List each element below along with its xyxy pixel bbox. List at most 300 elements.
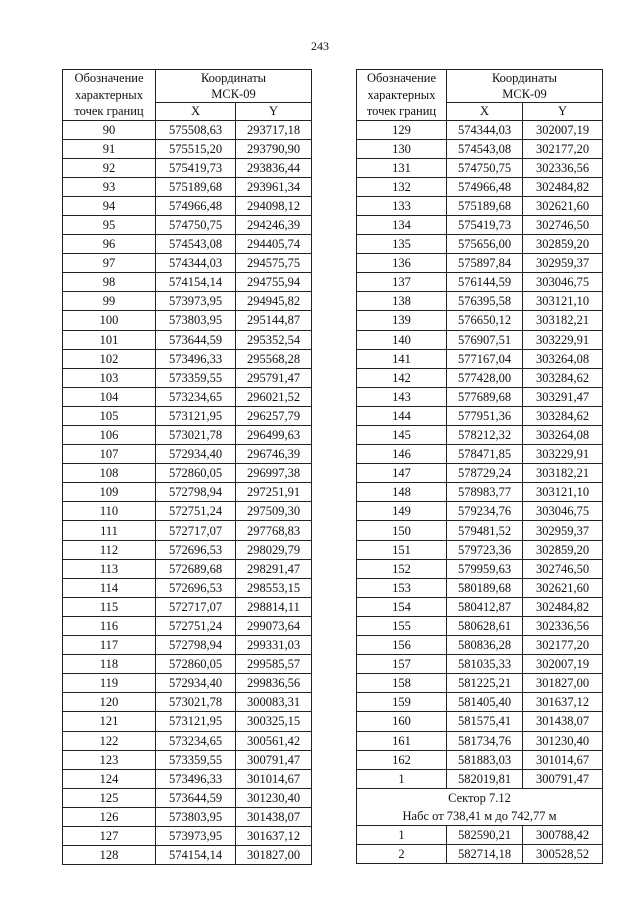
x-coordinate-cell: 581575,41 xyxy=(447,712,523,731)
table-row xyxy=(63,273,312,292)
point-number-cell: 91 xyxy=(63,139,156,158)
table-row xyxy=(63,177,312,196)
x-coordinate-cell: 574154,14 xyxy=(156,846,236,865)
point-number-cell: 137 xyxy=(357,273,447,292)
point-number-cell: 102 xyxy=(63,349,156,368)
x-coordinate-cell: 580628,61 xyxy=(447,616,523,635)
x-coordinate-cell: 574966,48 xyxy=(156,196,236,215)
sector-row xyxy=(357,788,603,825)
x-coordinate-cell: 572696,53 xyxy=(156,540,236,559)
x-coordinate-cell: 572751,24 xyxy=(156,616,236,635)
point-number-cell: 103 xyxy=(63,368,156,387)
point-number-cell: 121 xyxy=(63,712,156,731)
x-coordinate-cell: 574344,03 xyxy=(447,120,523,139)
x-coordinate-cell: 576395,58 xyxy=(447,292,523,311)
table-row xyxy=(63,655,312,674)
point-number-cell: 100 xyxy=(63,311,156,330)
y-coordinate-cell: 302959,37 xyxy=(523,521,603,540)
point-number-cell: 144 xyxy=(357,406,447,425)
point-number-cell: 146 xyxy=(357,445,447,464)
table-row xyxy=(63,846,312,865)
point-number-cell: 132 xyxy=(357,177,447,196)
point-number-cell: 131 xyxy=(357,158,447,177)
point-number-cell: 128 xyxy=(63,846,156,865)
y-coordinate-cell: 303264,08 xyxy=(523,349,603,368)
x-coordinate-cell: 572934,40 xyxy=(156,674,236,693)
point-number-cell: 135 xyxy=(357,235,447,254)
table-row xyxy=(63,693,312,712)
table-row xyxy=(357,483,603,502)
y-coordinate-cell: 301637,12 xyxy=(523,693,603,712)
y-coordinate-cell: 298814,11 xyxy=(236,597,312,616)
table-row xyxy=(63,330,312,349)
table-row xyxy=(357,292,603,311)
point-number-cell: 114 xyxy=(63,578,156,597)
table-row xyxy=(357,235,603,254)
x-coordinate-cell: 579723,36 xyxy=(447,540,523,559)
point-number-cell: 129 xyxy=(357,120,447,139)
y-coordinate-cell: 302859,20 xyxy=(523,540,603,559)
y-coordinate-cell: 296746,39 xyxy=(236,445,312,464)
point-number-cell: 156 xyxy=(357,636,447,655)
y-coordinate-cell: 302621,60 xyxy=(523,196,603,215)
y-coordinate-cell: 302177,20 xyxy=(523,636,603,655)
y-coordinate-cell: 297509,30 xyxy=(236,502,312,521)
y-coordinate-cell: 303182,21 xyxy=(523,311,603,330)
y-coordinate-cell: 301230,40 xyxy=(523,731,603,750)
x-coordinate-cell: 573021,78 xyxy=(156,693,236,712)
y-coordinate-cell: 296997,38 xyxy=(236,464,312,483)
x-coordinate-cell: 575189,68 xyxy=(447,196,523,215)
y-coordinate-cell: 303182,21 xyxy=(523,464,603,483)
table-row xyxy=(357,616,603,635)
point-number-cell: 116 xyxy=(63,616,156,635)
table-row xyxy=(63,731,312,750)
x-coordinate-cell: 573234,65 xyxy=(156,731,236,750)
table-row xyxy=(357,559,603,578)
y-coordinate-cell: 302484,82 xyxy=(523,177,603,196)
x-coordinate-cell: 575897,84 xyxy=(447,254,523,273)
table-row xyxy=(63,540,312,559)
point-label-header: Обозначение характерных точек границ xyxy=(357,70,447,121)
point-number-cell: 122 xyxy=(63,731,156,750)
x-coordinate-cell: 573359,55 xyxy=(156,750,236,769)
table-row xyxy=(357,825,603,844)
y-coordinate-cell: 301827,00 xyxy=(523,674,603,693)
x-coordinate-cell: 573121,95 xyxy=(156,712,236,731)
point-number-cell: 130 xyxy=(357,139,447,158)
x-coordinate-cell: 575419,73 xyxy=(156,158,236,177)
table-row xyxy=(357,844,603,863)
table-row xyxy=(63,349,312,368)
point-number-cell: 117 xyxy=(63,636,156,655)
table-row xyxy=(357,693,603,712)
point-number-cell: 158 xyxy=(357,674,447,693)
y-coordinate-cell: 303229,91 xyxy=(523,330,603,349)
coordinates-table-left xyxy=(62,69,312,865)
point-number-cell: 145 xyxy=(357,426,447,445)
y-coordinate-cell: 299585,57 xyxy=(236,655,312,674)
x-coordinate-cell: 572717,07 xyxy=(156,521,236,540)
table-row xyxy=(63,464,312,483)
x-coordinate-cell: 573359,55 xyxy=(156,368,236,387)
table-row xyxy=(357,215,603,234)
x-coordinate-cell: 582019,81 xyxy=(447,769,523,788)
y-coordinate-cell: 300083,31 xyxy=(236,693,312,712)
table-row xyxy=(357,387,603,406)
x-coordinate-cell: 572860,05 xyxy=(156,464,236,483)
x-coordinate-cell: 575656,00 xyxy=(447,235,523,254)
y-coordinate-cell: 303121,10 xyxy=(523,292,603,311)
table-row xyxy=(63,712,312,731)
table-row xyxy=(357,273,603,292)
x-coordinate-cell: 574344,03 xyxy=(156,254,236,273)
y-coordinate-cell: 299073,64 xyxy=(236,616,312,635)
point-number-cell: 2 xyxy=(357,844,447,863)
y-coordinate-cell: 295791,47 xyxy=(236,368,312,387)
table-row xyxy=(357,731,603,750)
x-coordinate-cell: 574750,75 xyxy=(156,215,236,234)
x-coordinate-cell: 579234,76 xyxy=(447,502,523,521)
point-number-cell: 141 xyxy=(357,349,447,368)
table-row xyxy=(63,445,312,464)
point-number-cell: 111 xyxy=(63,521,156,540)
y-coordinate-cell: 299836,56 xyxy=(236,674,312,693)
x-coordinate-cell: 581734,76 xyxy=(447,731,523,750)
table-row xyxy=(357,349,603,368)
x-coordinate-cell: 572934,40 xyxy=(156,445,236,464)
y-coordinate-cell: 302746,50 xyxy=(523,215,603,234)
table-row xyxy=(357,196,603,215)
point-number-cell: 134 xyxy=(357,215,447,234)
y-coordinate-cell: 302746,50 xyxy=(523,559,603,578)
y-coordinate-cell: 303121,10 xyxy=(523,483,603,502)
y-coordinate-cell: 293790,90 xyxy=(236,139,312,158)
x-coordinate-cell: 575515,20 xyxy=(156,139,236,158)
page-number: 243 xyxy=(311,39,329,53)
table-row xyxy=(357,330,603,349)
table-body-right xyxy=(357,120,603,863)
x-coordinate-cell: 581883,03 xyxy=(447,750,523,769)
table-row xyxy=(63,636,312,655)
table-row xyxy=(63,311,312,330)
y-coordinate-cell: 299331,03 xyxy=(236,636,312,655)
point-number-cell: 113 xyxy=(63,559,156,578)
x-coordinate-cell: 580189,68 xyxy=(447,578,523,597)
y-header: Y xyxy=(523,103,603,120)
x-coordinate-cell: 573496,33 xyxy=(156,349,236,368)
point-label-header: Обозначение характерных точек границ xyxy=(63,70,156,121)
table-row xyxy=(63,387,312,406)
x-coordinate-cell: 581405,40 xyxy=(447,693,523,712)
x-coordinate-cell: 578729,24 xyxy=(447,464,523,483)
table-row xyxy=(63,559,312,578)
x-coordinate-cell: 572717,07 xyxy=(156,597,236,616)
point-number-cell: 161 xyxy=(357,731,447,750)
y-coordinate-cell: 300561,42 xyxy=(236,731,312,750)
point-number-cell: 157 xyxy=(357,655,447,674)
y-coordinate-cell: 300788,42 xyxy=(523,825,603,844)
table-row xyxy=(63,769,312,788)
table-row xyxy=(63,139,312,158)
y-coordinate-cell: 303284,62 xyxy=(523,368,603,387)
point-number-cell: 96 xyxy=(63,235,156,254)
y-coordinate-cell: 303284,62 xyxy=(523,406,603,425)
point-number-cell: 120 xyxy=(63,693,156,712)
point-number-cell: 127 xyxy=(63,826,156,845)
x-coordinate-cell: 577689,68 xyxy=(447,387,523,406)
y-coordinate-cell: 301827,00 xyxy=(236,846,312,865)
table-row xyxy=(357,712,603,731)
y-coordinate-cell: 301438,07 xyxy=(236,807,312,826)
table-row xyxy=(357,578,603,597)
x-coordinate-cell: 578212,32 xyxy=(447,426,523,445)
y-header: Y xyxy=(236,103,312,120)
coordinates-header: Координаты МСК-09 xyxy=(156,70,312,103)
x-coordinate-cell: 574750,75 xyxy=(447,158,523,177)
x-coordinate-cell: 579959,63 xyxy=(447,559,523,578)
x-coordinate-cell: 573021,78 xyxy=(156,426,236,445)
y-coordinate-cell: 302007,19 xyxy=(523,120,603,139)
point-number-cell: 99 xyxy=(63,292,156,311)
table-row xyxy=(357,311,603,330)
y-coordinate-cell: 298029,79 xyxy=(236,540,312,559)
point-number-cell: 1 xyxy=(357,825,447,844)
y-coordinate-cell: 296021,52 xyxy=(236,387,312,406)
point-number-cell: 159 xyxy=(357,693,447,712)
x-coordinate-cell: 582714,18 xyxy=(447,844,523,863)
table-row xyxy=(63,807,312,826)
table-row xyxy=(63,826,312,845)
table-row xyxy=(63,616,312,635)
x-coordinate-cell: 577428,00 xyxy=(447,368,523,387)
point-number-cell: 115 xyxy=(63,597,156,616)
x-coordinate-cell: 581225,21 xyxy=(447,674,523,693)
point-number-cell: 108 xyxy=(63,464,156,483)
y-coordinate-cell: 302007,19 xyxy=(523,655,603,674)
point-number-cell: 153 xyxy=(357,578,447,597)
point-number-cell: 94 xyxy=(63,196,156,215)
y-coordinate-cell: 300325,15 xyxy=(236,712,312,731)
x-coordinate-cell: 576144,59 xyxy=(447,273,523,292)
point-number-cell: 109 xyxy=(63,483,156,502)
table-row xyxy=(357,158,603,177)
table-row xyxy=(357,139,603,158)
x-coordinate-cell: 578471,85 xyxy=(447,445,523,464)
table-row xyxy=(357,750,603,769)
point-number-cell: 148 xyxy=(357,483,447,502)
x-coordinate-cell: 582590,21 xyxy=(447,825,523,844)
table-row xyxy=(357,769,603,788)
point-number-cell: 93 xyxy=(63,177,156,196)
y-coordinate-cell: 294755,94 xyxy=(236,273,312,292)
x-coordinate-cell: 580412,87 xyxy=(447,597,523,616)
x-coordinate-cell: 574154,14 xyxy=(156,273,236,292)
table-row xyxy=(63,254,312,273)
x-coordinate-cell: 577951,36 xyxy=(447,406,523,425)
point-number-cell: 123 xyxy=(63,750,156,769)
x-coordinate-cell: 576907,51 xyxy=(447,330,523,349)
x-coordinate-cell: 577167,04 xyxy=(447,349,523,368)
y-coordinate-cell: 294945,82 xyxy=(236,292,312,311)
table-row xyxy=(63,483,312,502)
x-coordinate-cell: 575508,63 xyxy=(156,120,236,139)
table-row xyxy=(357,426,603,445)
x-coordinate-cell: 573644,59 xyxy=(156,788,236,807)
y-coordinate-cell: 301637,12 xyxy=(236,826,312,845)
x-coordinate-cell: 576650,12 xyxy=(447,311,523,330)
point-number-cell: 106 xyxy=(63,426,156,445)
x-coordinate-cell: 572798,94 xyxy=(156,483,236,502)
table-row xyxy=(357,597,603,616)
table-row xyxy=(357,120,603,139)
table-body-left xyxy=(63,120,312,865)
table-row xyxy=(357,636,603,655)
table-row xyxy=(63,426,312,445)
table-row xyxy=(63,292,312,311)
table-row xyxy=(357,674,603,693)
y-coordinate-cell: 303264,08 xyxy=(523,426,603,445)
y-coordinate-cell: 293961,34 xyxy=(236,177,312,196)
table-row xyxy=(357,464,603,483)
table-row xyxy=(63,597,312,616)
y-coordinate-cell: 294575,75 xyxy=(236,254,312,273)
point-number-cell: 147 xyxy=(357,464,447,483)
x-coordinate-cell: 579481,52 xyxy=(447,521,523,540)
point-number-cell: 1 xyxy=(357,769,447,788)
y-coordinate-cell: 302336,56 xyxy=(523,616,603,635)
y-coordinate-cell: 295568,28 xyxy=(236,349,312,368)
point-number-cell: 136 xyxy=(357,254,447,273)
y-coordinate-cell: 298291,47 xyxy=(236,559,312,578)
table-row xyxy=(357,655,603,674)
table-row xyxy=(63,521,312,540)
y-coordinate-cell: 300528,52 xyxy=(523,844,603,863)
x-header: X xyxy=(447,103,523,120)
point-number-cell: 150 xyxy=(357,521,447,540)
y-coordinate-cell: 303291,47 xyxy=(523,387,603,406)
point-number-cell: 97 xyxy=(63,254,156,273)
x-coordinate-cell: 574543,08 xyxy=(447,139,523,158)
point-number-cell: 160 xyxy=(357,712,447,731)
y-coordinate-cell: 297768,83 xyxy=(236,521,312,540)
point-number-cell: 92 xyxy=(63,158,156,177)
y-coordinate-cell: 302859,20 xyxy=(523,235,603,254)
point-number-cell: 104 xyxy=(63,387,156,406)
y-coordinate-cell: 294405,74 xyxy=(236,235,312,254)
y-coordinate-cell: 301230,40 xyxy=(236,788,312,807)
point-number-cell: 155 xyxy=(357,616,447,635)
x-coordinate-cell: 581035,33 xyxy=(447,655,523,674)
point-number-cell: 101 xyxy=(63,330,156,349)
point-number-cell: 139 xyxy=(357,311,447,330)
y-coordinate-cell: 300791,47 xyxy=(236,750,312,769)
point-number-cell: 151 xyxy=(357,540,447,559)
point-number-cell: 98 xyxy=(63,273,156,292)
y-coordinate-cell: 303046,75 xyxy=(523,502,603,521)
y-coordinate-cell: 294246,39 xyxy=(236,215,312,234)
table-row xyxy=(63,235,312,254)
y-coordinate-cell: 296499,63 xyxy=(236,426,312,445)
coordinates-table-right xyxy=(356,69,603,864)
point-number-cell: 143 xyxy=(357,387,447,406)
x-coordinate-cell: 573973,95 xyxy=(156,826,236,845)
x-coordinate-cell: 573803,95 xyxy=(156,807,236,826)
table-row xyxy=(63,120,312,139)
y-coordinate-cell: 296257,79 xyxy=(236,406,312,425)
y-coordinate-cell: 302959,37 xyxy=(523,254,603,273)
x-coordinate-cell: 574543,08 xyxy=(156,235,236,254)
y-coordinate-cell: 302621,60 xyxy=(523,578,603,597)
point-number-cell: 126 xyxy=(63,807,156,826)
table-row xyxy=(63,406,312,425)
y-coordinate-cell: 303229,91 xyxy=(523,445,603,464)
y-coordinate-cell: 293836,44 xyxy=(236,158,312,177)
x-coordinate-cell: 572689,68 xyxy=(156,559,236,578)
table-row xyxy=(357,521,603,540)
table-row xyxy=(63,750,312,769)
table-row xyxy=(63,788,312,807)
y-coordinate-cell: 301438,07 xyxy=(523,712,603,731)
x-header: X xyxy=(156,103,236,120)
y-coordinate-cell: 301014,67 xyxy=(523,750,603,769)
table-row xyxy=(63,196,312,215)
point-number-cell: 125 xyxy=(63,788,156,807)
y-coordinate-cell: 294098,12 xyxy=(236,196,312,215)
y-coordinate-cell: 302336,56 xyxy=(523,158,603,177)
x-coordinate-cell: 572696,53 xyxy=(156,578,236,597)
y-coordinate-cell: 302484,82 xyxy=(523,597,603,616)
x-coordinate-cell: 575189,68 xyxy=(156,177,236,196)
point-number-cell: 149 xyxy=(357,502,447,521)
x-coordinate-cell: 573121,95 xyxy=(156,406,236,425)
table-row xyxy=(357,254,603,273)
y-coordinate-cell: 295144,87 xyxy=(236,311,312,330)
point-number-cell: 142 xyxy=(357,368,447,387)
table-row xyxy=(357,368,603,387)
point-number-cell: 95 xyxy=(63,215,156,234)
table-row xyxy=(357,177,603,196)
point-number-cell: 110 xyxy=(63,502,156,521)
sector-title: Сектор 7.12 xyxy=(448,790,511,805)
point-number-cell: 118 xyxy=(63,655,156,674)
point-number-cell: 133 xyxy=(357,196,447,215)
x-coordinate-cell: 573803,95 xyxy=(156,311,236,330)
sector-title-cell xyxy=(357,788,603,825)
point-number-cell: 107 xyxy=(63,445,156,464)
table-row xyxy=(63,578,312,597)
y-coordinate-cell: 297251,91 xyxy=(236,483,312,502)
x-coordinate-cell: 573234,65 xyxy=(156,387,236,406)
x-coordinate-cell: 573973,95 xyxy=(156,292,236,311)
y-coordinate-cell: 298553,15 xyxy=(236,578,312,597)
point-number-cell: 154 xyxy=(357,597,447,616)
table-row xyxy=(63,215,312,234)
y-coordinate-cell: 303046,75 xyxy=(523,273,603,292)
point-number-cell: 140 xyxy=(357,330,447,349)
sector-range: Набс от 738,41 м до 742,77 м xyxy=(402,808,557,823)
x-coordinate-cell: 580836,28 xyxy=(447,636,523,655)
y-coordinate-cell: 302177,20 xyxy=(523,139,603,158)
y-coordinate-cell: 293717,18 xyxy=(236,120,312,139)
x-coordinate-cell: 575419,73 xyxy=(447,215,523,234)
x-coordinate-cell: 572751,24 xyxy=(156,502,236,521)
x-coordinate-cell: 578983,77 xyxy=(447,483,523,502)
point-number-cell: 119 xyxy=(63,674,156,693)
point-number-cell: 90 xyxy=(63,120,156,139)
point-number-cell: 112 xyxy=(63,540,156,559)
y-coordinate-cell: 301014,67 xyxy=(236,769,312,788)
